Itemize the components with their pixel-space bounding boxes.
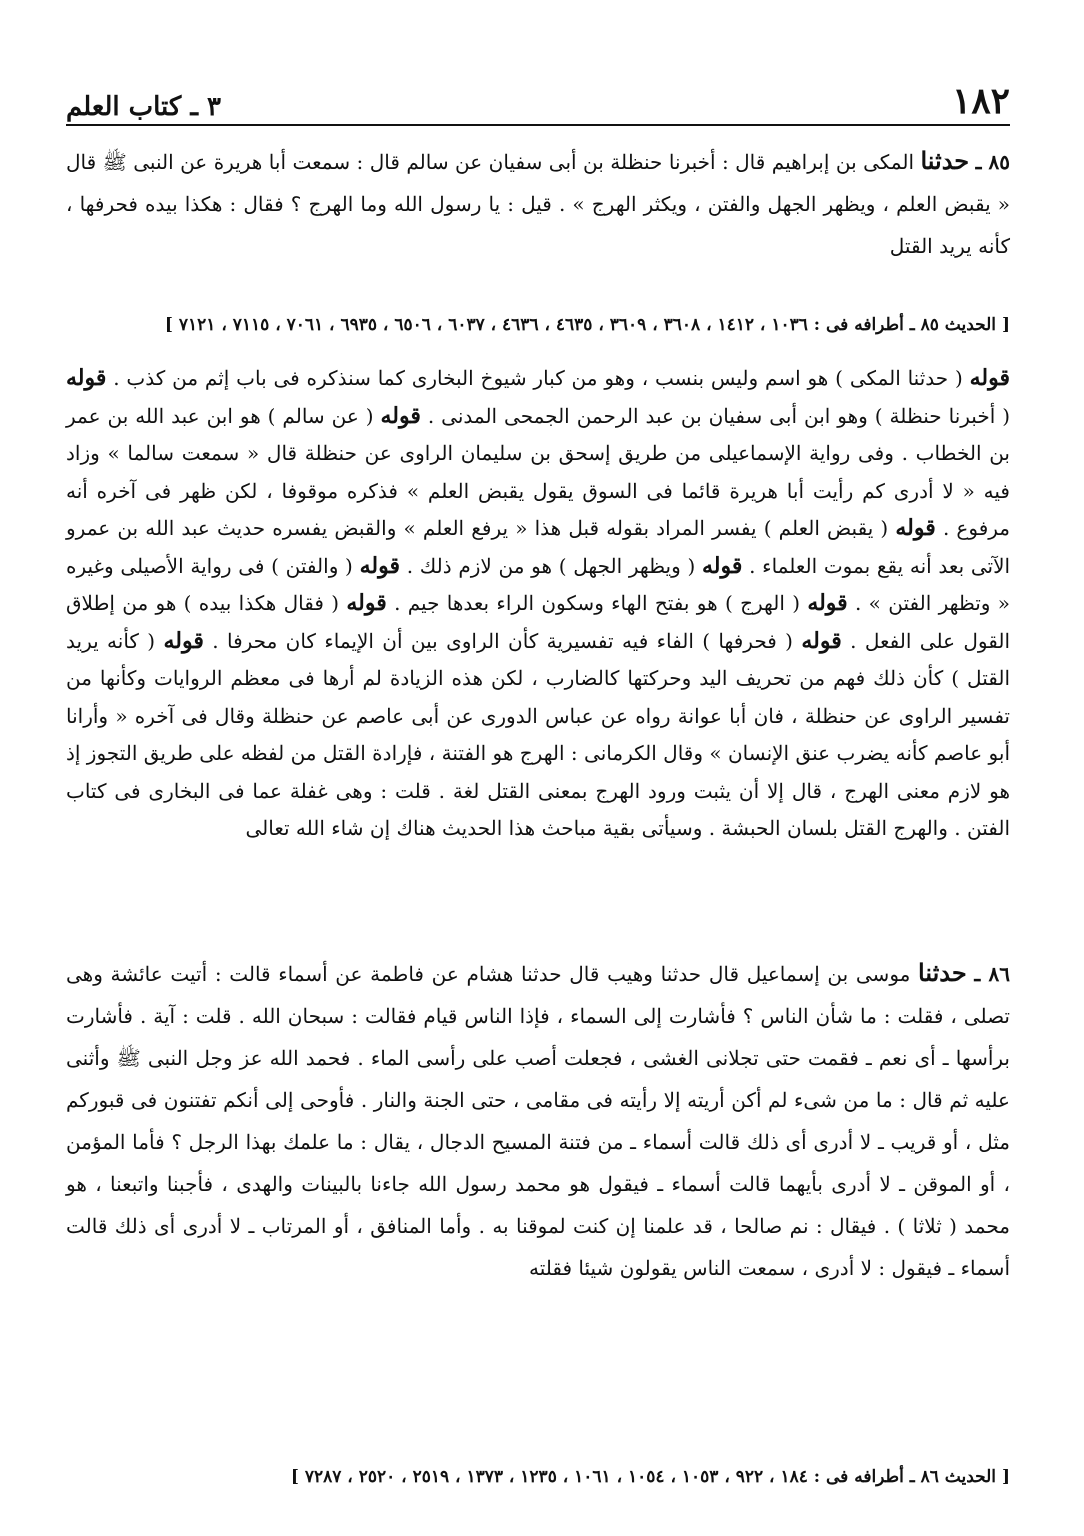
commentary-text: ( حدثنا المكى ) هو اسم وليس بنسب ، وهو من كبار شيوخ البخارى كما سنذكره فى باب إثم من كذب . — [113, 366, 963, 390]
qawluhu-marker: قوله — [895, 515, 936, 541]
qawluhu-marker: قوله — [66, 365, 107, 391]
commentary-text: ( فقال هكذا بيده ) هو من إطلاق القول على الفعل . — [66, 591, 1011, 653]
hadith-number: ٨٦ ـ — [974, 962, 1011, 986]
qawluhu-marker: قوله — [701, 552, 743, 579]
qawluhu-marker: قوله — [359, 552, 400, 579]
hadith-text: المكى بن إبراهيم قال : أخبرنا حنظلة بن أبى سفيان عن سالم قال : سمعت أبا هريرة عن النبى ﷺ قال « يقبض العلم ، ويظهر الجهل والفتن ، ويكثر الهرج » . قيل : يا رسول الله وما الهرج ؟ فقال : هكذا بيده فحرفها ، كأنه يريد القتل — [66, 150, 1010, 258]
haddathana-word: حدثنا — [918, 958, 967, 987]
qawluhu-marker: قوله — [163, 627, 204, 654]
commentary-text: ( عن سالم ) هو ابن عبد الله بن عمر بن الخطاب . وفى رواية الإسماعيلى من طريق إسحق بن سليمان الراوى عن حنظلة قال « سمعت سالما » وزاد فيه « لا أدرى كم رأيت أبا هريرة قائما فى السوق يقول يقبض العلم » فذكره موقوفا ، لكن ظهر فى آخره أنه مرفوع . — [66, 403, 1011, 540]
hadith-86 — [66, 952, 1010, 1289]
commentary-text: ( الهرج ) هو بفتح الهاء وسكون الراء بعدها جيم . — [394, 591, 800, 615]
qawluhu-marker: قوله — [346, 590, 387, 616]
hadith-85-references: [ الحديث ٨٥ ـ أطرافه فى : ١٠٣٦ ، ١٤١٢ ، ٣٦٠٨ ، ٣٦٠٩ ، ٤٦٣٥ ، ٤٦٣٦ ، ٦٠٣٧ ، ٦٥٠٦ ، ٦٩٣٥ ، ٧٠٦١ ، ٧١١٥ ، ٧١٢١ ] — [164, 315, 1010, 335]
commentary-text: ( كأنه يريد القتل ) كأن ذلك فهم من تحريف اليد وحركتها كالضارب ، لكن هذه الزيادة لم أرها فى معظم الروايات وكأنها من تفسير الراوى عن حنظلة ، فان أبا عوانة رواه عن عباس الدورى عن أبى عاصم عن حنظلة وقال فى آخره « وأرانا أبو عاصم كأنه يضرب عنق الإنسان » وقال الكرمانى : الهرج هو الفتنة ، فإرادة القتل من لفظه على طريق التجوز إذ هو لازم معنى الهرج ، قال إلا أن يثبت ورود الهرج بمعنى القتل لغة . قلت : وهى غفلة عما فى البخارى فى كتاب الفتن . والهرج القتل بلسان الحبشة . وسيأتى بقية مباحث هذا الحديث هناك إن شاء الله تعالى — [65, 628, 1010, 840]
qawluhu-marker: قوله — [801, 627, 842, 654]
commentary — [66, 360, 1010, 848]
commentary-text: ( يقبض العلم ) يفسر المراد بقوله قبل هذا « يرفع العلم » والقبض يفسره حديث عبد الله بن عمرو الآتى بعد أنه يقع بموت العلماء . — [66, 516, 1011, 578]
qawluhu-marker: قوله — [807, 590, 848, 616]
hadith-text: موسى بن إسماعيل قال حدثنا وهيب قال حدثنا هشام عن فاطمة عن أسماء قالت : أتيت عائشة وهى تصلى ، فقلت : ما شأن الناس ؟ فأشارت إلى السماء ، فإذا الناس قيام فقالت : سبحان الله . قلت : آية . فأشارت برأسها ـ أى نعم ـ فقمت حتى تجلانى الغشى ، فجعلت أصب على رأسى الماء . فحمد الله عز وجل النبى ﷺ وأثنى عليه ثم قال : ما من شىء لم أكن أريته إلا رأيته فى مقامى ، حتى الجنة والنار . فأوحى إلى أنكم تفتنون فى قبوركم مثل ، أو قريب ـ لا أدرى أى ذلك قالت أسماء ـ من فتنة المسيح الدجال ، يقال : ما علمك بهذا الرجل ؟ فأما المؤمن ، أو الموقن ـ لا أدرى بأيهما قالت أسماء ـ فيقول هو محمد رسول الله جاءنا بالبينات والهدى ، فأجبنا واتبعنا ، هو محمد ( ثلاثا ) . فيقال : نم صالحا ، قد علمنا إن كنت لموقنا به . وأما المنافق ، أو المرتاب ـ لا أدرى أى ذلك قالت أسماء ـ فيقول : لا أدرى ، سمعت الناس يقولون شيئا فقلته — [66, 962, 1010, 1280]
chapter-title: ٣ ـ كتاب العلم — [66, 92, 221, 122]
commentary-text: ( أخبرنا حنظلة ) وهو ابن أبى سفيان بن عبد الرحمن الجمحى المدنى . — [427, 403, 1011, 428]
page-number: ١٨٢ — [951, 80, 1010, 122]
page-header — [66, 70, 1010, 122]
commentary-text: ( ويظهر الجهل ) هو من لازم ذلك . — [406, 553, 696, 578]
hadith-85 — [66, 140, 1010, 267]
commentary-text: ( والفتن ) فى رواية الأصيلى وغيره « وتظهر الفتن » . — [66, 553, 1010, 615]
hadith-86-references: [ الحديث ٨٦ ـ أطرافه فى : ١٨٤ ، ٩٢٢ ، ١٠٥٣ ، ١٠٥٤ ، ١٠٦١ ، ١٢٣٥ ، ١٣٧٣ ، ٢٥١٩ ، ٢٥٢٠ ، ٧٢٨٧ ] — [290, 1467, 1010, 1487]
qawluhu-marker: قوله — [380, 402, 421, 429]
hadith-number: ٨٥ ـ — [975, 150, 1010, 174]
qawluhu-marker: قوله — [969, 365, 1011, 391]
haddathana-word: حدثنا — [920, 146, 970, 175]
commentary-text: ( فحرفها ) الفاء فيه تفسيرية كأن الراوى بين أن الإيماء كان محرفا . — [212, 628, 793, 653]
header-rule — [66, 124, 1010, 126]
